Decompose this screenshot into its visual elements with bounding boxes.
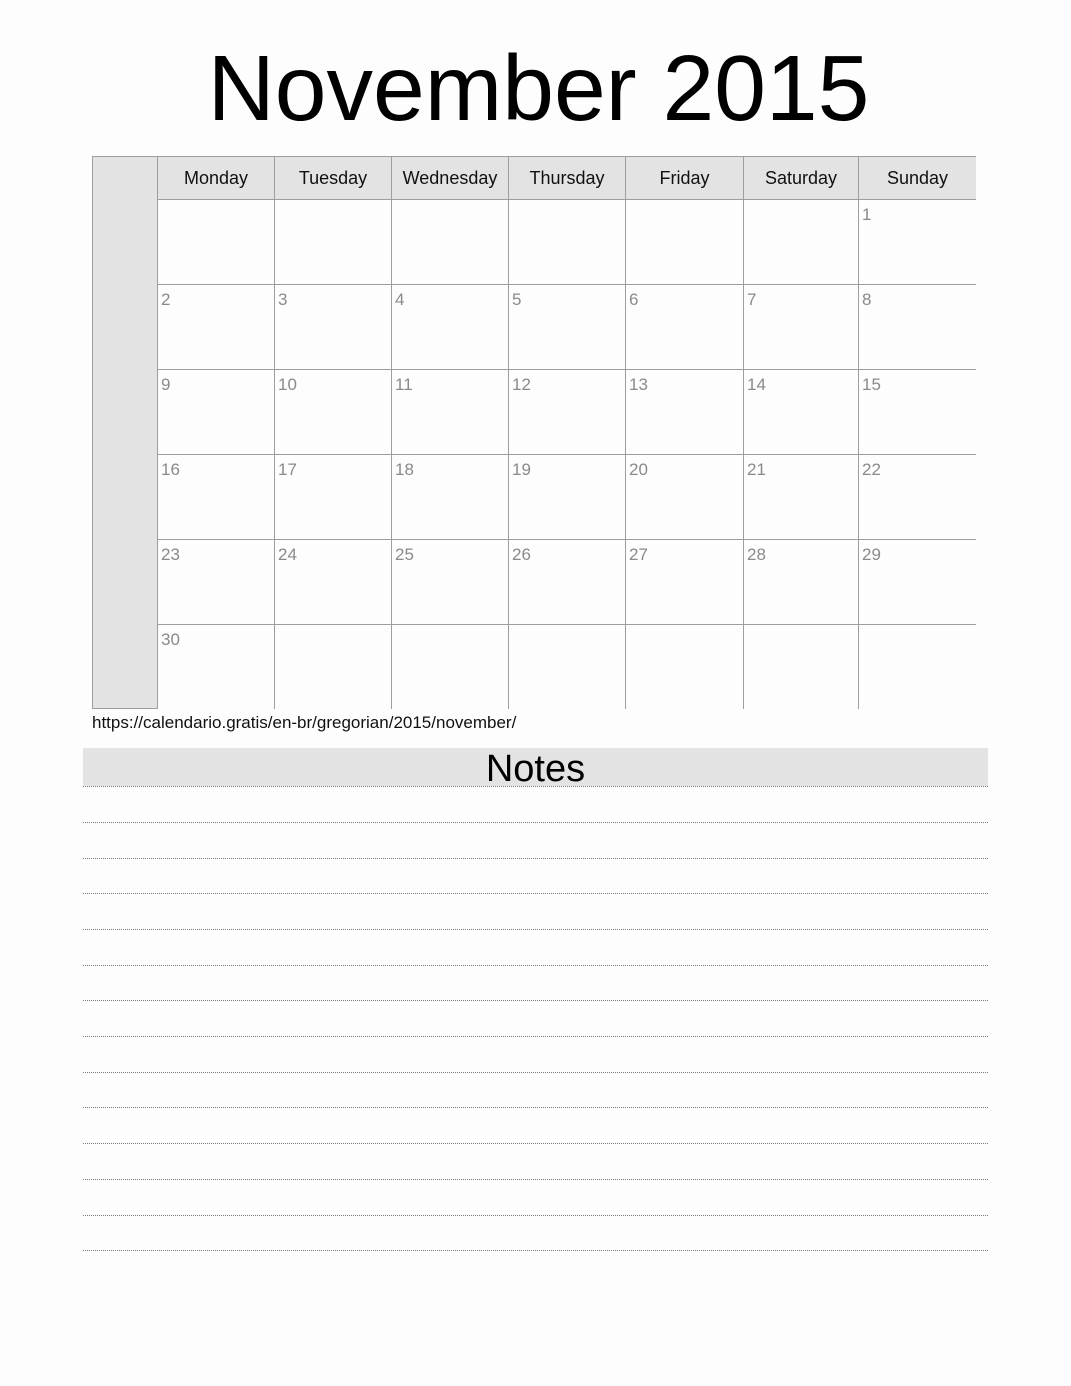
day-cell [509,200,626,285]
day-cell [509,455,626,540]
day-number: 6 [629,290,639,309]
day-cell [859,285,976,370]
weekday-header-thursday: Thursday [509,157,626,200]
day-cell [158,540,275,625]
note-line [83,822,988,823]
day-cell [509,370,626,455]
day-cell [158,625,275,709]
day-cell [392,200,509,285]
day-number: 29 [862,545,881,564]
day-cell [509,285,626,370]
day-cell [392,370,509,455]
day-number: 1 [862,205,872,224]
day-number: 13 [629,375,648,394]
weekday-header-wednesday: Wednesday [392,157,509,200]
day-cell [626,285,744,370]
weekday-header-tuesday: Tuesday [275,157,392,200]
note-line [83,786,988,787]
day-number: 11 [395,375,413,394]
day-cell [275,285,392,370]
note-line [83,1215,988,1216]
day-cell [509,540,626,625]
day-cell [744,540,859,625]
day-cell [744,625,859,709]
day-number: 16 [161,460,180,479]
day-cell [158,370,275,455]
note-line [83,1000,988,1001]
day-cell [626,540,744,625]
day-cell [275,455,392,540]
day-number: 12 [512,375,531,394]
note-line [83,1036,988,1037]
day-number: 27 [629,545,648,564]
day-cell [392,625,509,709]
notes-title: Notes [485,748,586,790]
day-number: 5 [512,290,522,309]
day-cell [509,625,626,709]
day-cell [859,370,976,455]
day-number: 14 [747,375,766,394]
day-cell [158,200,275,285]
day-number: 19 [512,460,531,479]
note-line [83,1250,988,1251]
day-cell [626,370,744,455]
day-cell [275,200,392,285]
note-line [83,965,988,966]
day-number: 9 [161,375,171,394]
day-cell [859,625,976,709]
day-cell [626,625,744,709]
source-url: https://calendario.gratis/en-br/gregorian/2015/november/ [92,713,517,732]
notes-header [83,748,988,790]
day-number: 21 [747,460,766,479]
calendar-days [158,157,975,708]
day-cell [158,285,275,370]
day-number: 26 [512,545,531,564]
note-line [83,1107,988,1108]
note-line [83,1072,988,1073]
day-cell [158,455,275,540]
day-cell [744,455,859,540]
day-cell [275,625,392,709]
day-number: 23 [161,545,180,564]
day-number: 30 [161,630,180,649]
note-line [83,1143,988,1144]
day-number: 24 [278,545,297,564]
weekday-header-sunday: Sunday [859,157,976,200]
day-number: 7 [747,290,757,309]
day-cell [859,540,976,625]
day-cell [392,540,509,625]
week-number-column [93,157,158,708]
note-line [83,1179,988,1180]
day-number: 8 [862,290,872,309]
day-number: 3 [278,290,288,309]
weekday-header-saturday: Saturday [744,157,859,200]
day-cell [275,540,392,625]
day-number: 2 [161,290,171,309]
day-number: 28 [747,545,766,564]
weekday-header-friday: Friday [626,157,744,200]
day-cell [392,455,509,540]
day-cell [744,370,859,455]
day-cell [859,200,976,285]
calendar-grid [92,156,976,709]
month-title: November 2015 [207,36,870,140]
note-line [83,858,988,859]
day-cell [859,455,976,540]
day-cell [744,285,859,370]
day-cell [626,455,744,540]
day-cell [392,285,509,370]
day-cell [744,200,859,285]
day-number: 18 [395,460,414,479]
note-line [83,893,988,894]
day-number: 25 [395,545,414,564]
day-number: 10 [278,375,297,394]
note-line [83,929,988,930]
day-cell [626,200,744,285]
day-number: 22 [862,460,881,479]
day-number: 4 [395,290,405,309]
day-number: 17 [278,460,297,479]
day-cell [275,370,392,455]
day-number: 15 [862,375,881,394]
day-number: 20 [629,460,648,479]
weekday-header-monday: Monday [158,157,275,200]
